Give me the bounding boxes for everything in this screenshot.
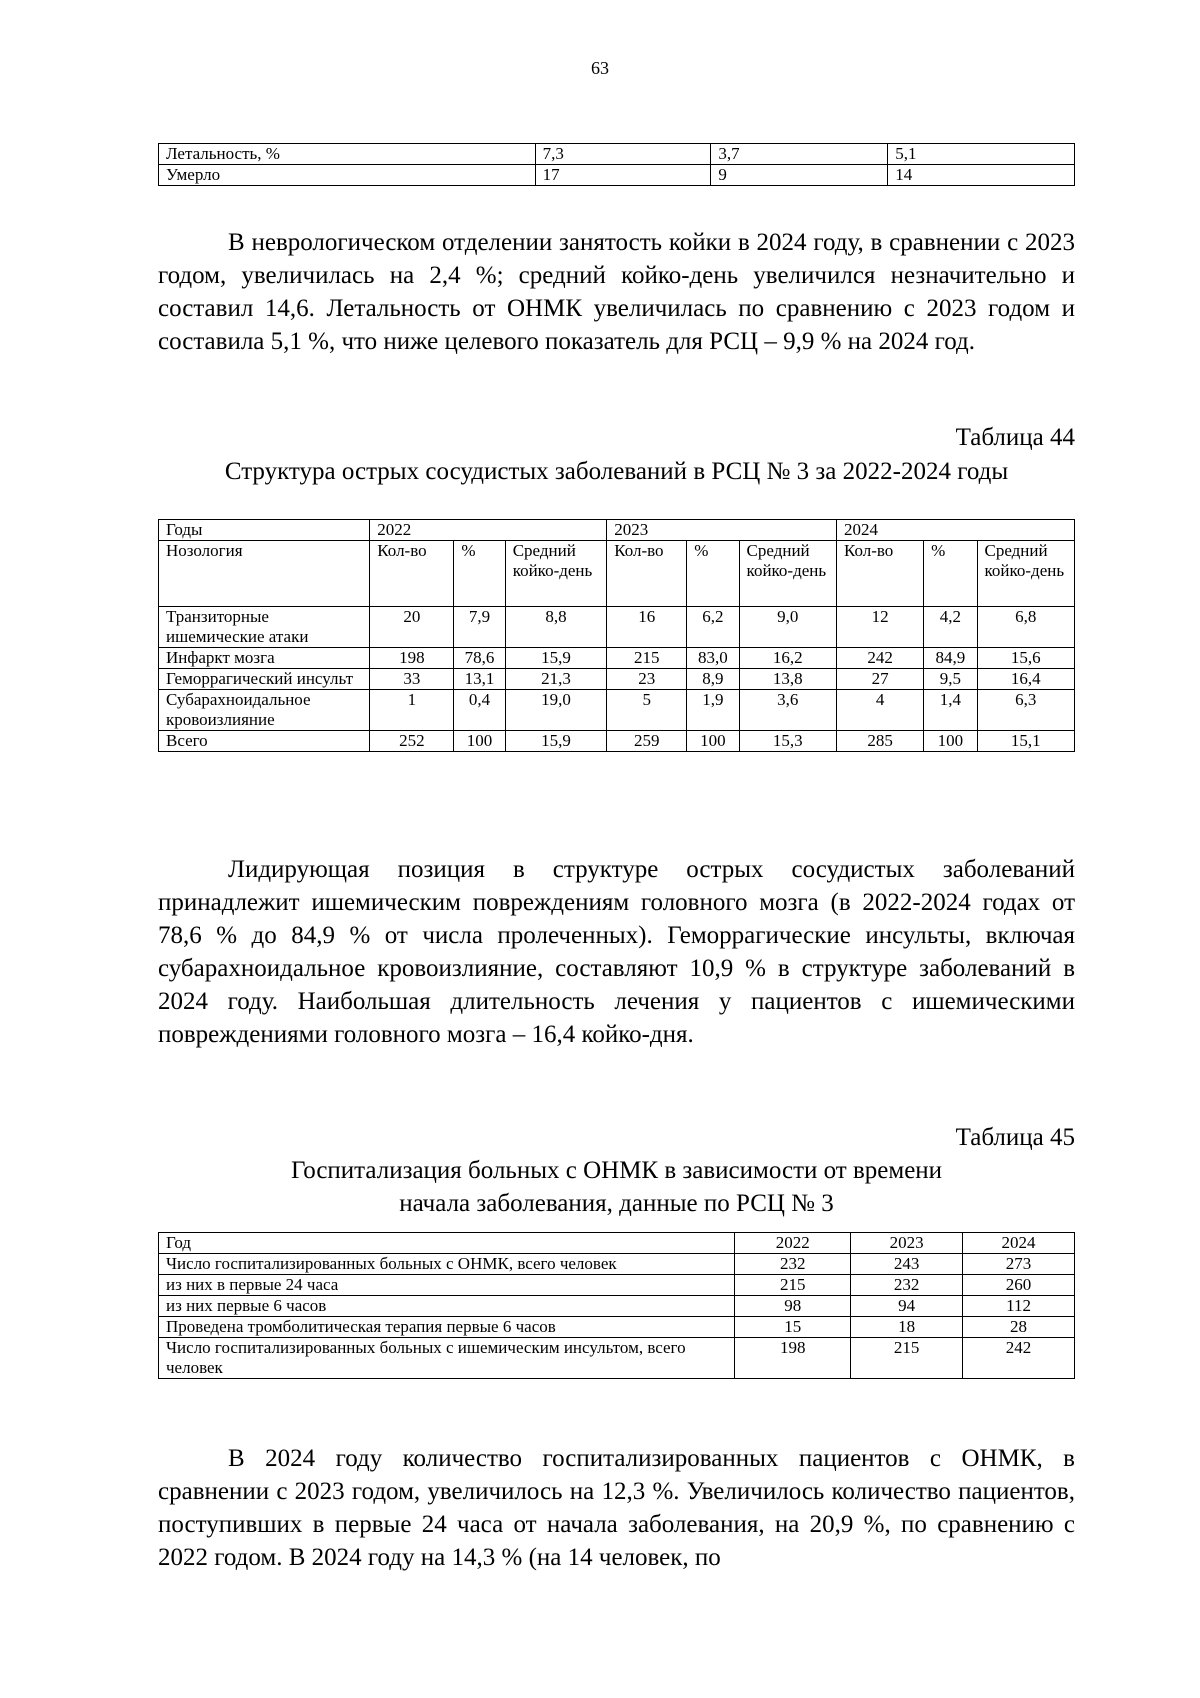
table-cell: 13,8 — [739, 669, 836, 690]
nosology-cell: Транзиторные ишемические атаки — [159, 607, 370, 648]
table-cell: 259 — [607, 731, 687, 752]
col-header: Средний койко-день — [505, 541, 607, 607]
table-cell: 3,6 — [739, 690, 836, 731]
table-row — [159, 165, 1075, 186]
col-header: % — [924, 541, 977, 607]
table-cell: 100 — [924, 731, 977, 752]
table-cell: 1 — [370, 690, 454, 731]
table-cell: 7,3 — [535, 144, 711, 165]
table-cell: 243 — [851, 1254, 963, 1275]
table-cell: 215 — [735, 1275, 851, 1296]
table-cell: 13,1 — [454, 669, 505, 690]
table-cell: 198 — [735, 1338, 851, 1379]
table-cell: 16,4 — [977, 669, 1075, 690]
table-cell: 21,3 — [505, 669, 607, 690]
row-label-cell: из них первые 6 часов — [159, 1296, 735, 1317]
row-label-cell: Число госпитализированных больных с ОНМК, всего человек — [159, 1254, 735, 1275]
table-header-row — [159, 520, 1075, 541]
table-cell: 20 — [370, 607, 454, 648]
table-cell: 215 — [851, 1338, 963, 1379]
table-cell: 9,0 — [739, 607, 836, 648]
table-subheader-row — [159, 541, 1075, 607]
table-cell: 15,9 — [505, 648, 607, 669]
nosology-header: Нозология — [159, 541, 370, 607]
table-45-title-line-1: Госпитализация больных с ОНМК в зависимости от времени — [290, 1157, 943, 1184]
table-cell: Умерло — [159, 165, 536, 186]
page-number: 63 — [591, 58, 609, 78]
table-cell: 1,9 — [687, 690, 739, 731]
table-cell: 16 — [607, 607, 687, 648]
nosology-cell: Геморрагический инсульт — [159, 669, 370, 690]
table-cell: 8,8 — [505, 607, 607, 648]
continuation-table — [158, 143, 1075, 186]
table-cell: 242 — [963, 1338, 1075, 1379]
table-cell: 215 — [607, 648, 687, 669]
table-cell: 6,8 — [977, 607, 1075, 648]
col-header: 2023 — [851, 1233, 963, 1254]
table-cell: 9 — [711, 165, 888, 186]
table-cell: 100 — [454, 731, 505, 752]
table-cell: 285 — [836, 731, 923, 752]
table-cell: 4 — [836, 690, 923, 731]
table-cell: 18 — [851, 1317, 963, 1338]
table-45 — [158, 1232, 1075, 1379]
col-header: 2024 — [963, 1233, 1075, 1254]
col-header: Кол-во — [607, 541, 687, 607]
table-row — [159, 1275, 1075, 1296]
table-row — [159, 1296, 1075, 1317]
row-label-cell: Число госпитализированных больных с ишемическим инсультом, всего человек — [159, 1338, 735, 1379]
table-row — [159, 1254, 1075, 1275]
table-cell: 15,3 — [739, 731, 836, 752]
table-cell: 15 — [735, 1317, 851, 1338]
row-label-cell: из них в первые 24 часа — [159, 1275, 735, 1296]
table-row — [159, 144, 1075, 165]
years-header: Годы — [159, 520, 370, 541]
table-cell: 7,9 — [454, 607, 505, 648]
nosology-cell: Субарахноидальное кровоизлияние — [159, 690, 370, 731]
table-cell: 260 — [963, 1275, 1075, 1296]
table-cell: 83,0 — [687, 648, 739, 669]
col-header: Средний койко-день — [977, 541, 1075, 607]
year-2024: 2024 — [836, 520, 1074, 541]
table-cell: 6,2 — [687, 607, 739, 648]
table-cell: 17 — [535, 165, 711, 186]
table-row — [159, 1317, 1075, 1338]
table-cell: 16,2 — [739, 648, 836, 669]
table-cell: 15,9 — [505, 731, 607, 752]
year-2022: 2022 — [370, 520, 607, 541]
table-cell: 100 — [687, 731, 739, 752]
table-cell: 273 — [963, 1254, 1075, 1275]
table-cell: 252 — [370, 731, 454, 752]
table-cell: 4,2 — [924, 607, 977, 648]
table-cell: 1,4 — [924, 690, 977, 731]
table-cell: 198 — [370, 648, 454, 669]
table-row — [159, 731, 1075, 752]
table-45-label: Таблица 45 — [955, 1124, 1075, 1151]
table-cell: 112 — [963, 1296, 1075, 1317]
table-cell: Летальность, % — [159, 144, 536, 165]
table-cell: 9,5 — [924, 669, 977, 690]
table-cell: 28 — [963, 1317, 1075, 1338]
table-cell: 0,4 — [454, 690, 505, 731]
col-header: Средний койко-день — [739, 541, 836, 607]
table-cell: 12 — [836, 607, 923, 648]
table-cell: 27 — [836, 669, 923, 690]
paragraph-3: В 2024 году количество госпитализированных пациентов с ОНМК, в сравнении с 2023 годом, увеличилось на 12,3 %. Увеличилось количество пациентов, поступивших в первые 24 часа от начала заболевания, на 20,9 %, по сравнению с 2022 годом. В 2024 году на 14,3 % (на 14 человек, по — [158, 1445, 1075, 1571]
table-cell: 5,1 — [888, 144, 1075, 165]
table-cell: 19,0 — [505, 690, 607, 731]
table-cell: 5 — [607, 690, 687, 731]
table-row — [159, 607, 1075, 648]
nosology-cell: Инфаркт мозга — [159, 648, 370, 669]
table-44 — [158, 519, 1075, 752]
table-cell: 84,9 — [924, 648, 977, 669]
table-44-title: Структура острых сосудистых заболеваний в РСЦ № 3 за 2022-2024 годы — [224, 458, 1009, 485]
table-cell: 8,9 — [687, 669, 739, 690]
col-header: Кол-во — [370, 541, 454, 607]
table-cell: 3,7 — [711, 144, 888, 165]
table-44-label: Таблица 44 — [955, 424, 1075, 451]
nosology-cell: Всего — [159, 731, 370, 752]
table-45-title-line-2: начала заболевания, данные по РСЦ № 3 — [399, 1190, 834, 1217]
table-cell: 33 — [370, 669, 454, 690]
paragraph-1: В неврологическом отделении занятость койки в 2024 году, в сравнении с 2023 годом, увеличилась на 2,4 %; средний койко-день увеличился незначительно и составил 14,6. Летальность от ОНМК увеличилась по сравнению с 2023 годом и составила 5,1 %, что ниже целевого показатель для РСЦ – 9,9 % на 2024 год. — [158, 229, 1075, 355]
table-cell: 232 — [735, 1254, 851, 1275]
row-label-cell: Проведена тромболитическая терапия первые 6 часов — [159, 1317, 735, 1338]
table-cell: 23 — [607, 669, 687, 690]
table-row — [159, 1338, 1075, 1379]
table-cell: 6,3 — [977, 690, 1075, 731]
col-header: Год — [159, 1233, 735, 1254]
table-cell: 78,6 — [454, 648, 505, 669]
col-header: 2022 — [735, 1233, 851, 1254]
paragraph-2: Лидирующая позиция в структуре острых сосудистых заболеваний принадлежит ишемическим повреждениям головного мозга (в 2022-2024 годах от 78,6 % до 84,9 % от числа пролеченных). Геморрагические инсульты, включая субарахноидальное кровоизлияние, составляют 10,9 % в структуре заболеваний в 2024 году. Наибольшая длительность лечения у пациентов с ишемическими повреждениями головного мозга – 16,4 койко-дня. — [158, 856, 1075, 1048]
table-cell: 98 — [735, 1296, 851, 1317]
table-row — [159, 648, 1075, 669]
table-cell: 232 — [851, 1275, 963, 1296]
col-header: % — [687, 541, 739, 607]
col-header: % — [454, 541, 505, 607]
table-row — [159, 669, 1075, 690]
table-cell: 94 — [851, 1296, 963, 1317]
col-header: Кол-во — [836, 541, 923, 607]
table-cell: 14 — [888, 165, 1075, 186]
year-2023: 2023 — [607, 520, 837, 541]
table-header-row — [159, 1233, 1075, 1254]
table-cell: 15,6 — [977, 648, 1075, 669]
table-cell: 242 — [836, 648, 923, 669]
table-row — [159, 690, 1075, 731]
table-cell: 15,1 — [977, 731, 1075, 752]
